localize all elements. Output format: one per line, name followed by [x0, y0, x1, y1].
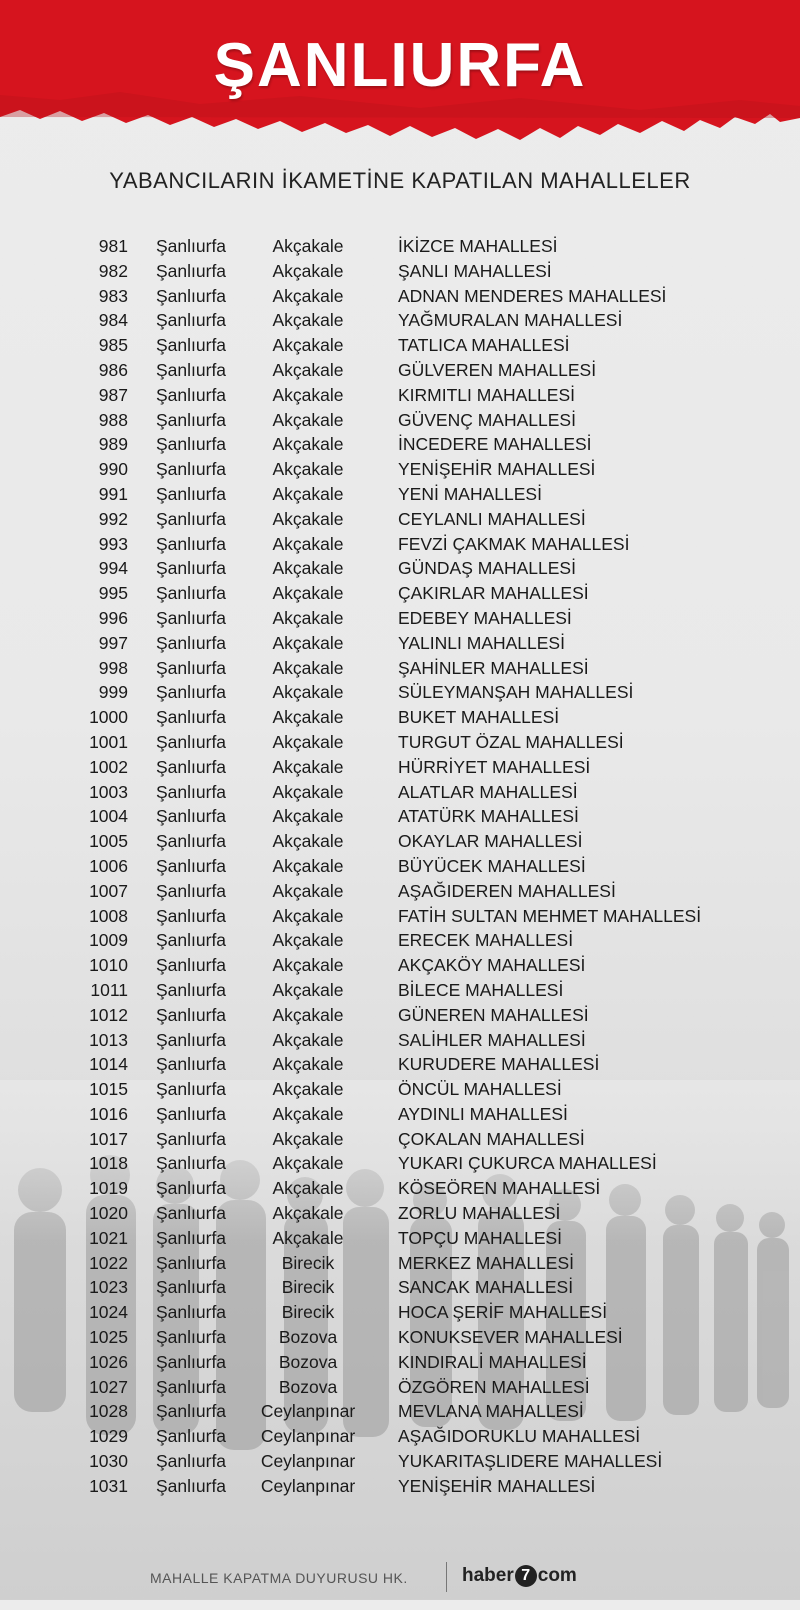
row-number: 1030 — [89, 1451, 128, 1472]
row-neighborhood: EDEBEY MAHALLESİ — [398, 607, 572, 628]
row-city: Şanlıurfa — [156, 1054, 227, 1075]
table-row — [0, 1474, 800, 1499]
table-row — [0, 780, 800, 805]
row-city: Şanlıurfa — [156, 855, 227, 876]
row-district: Akçakale — [272, 310, 344, 331]
row-number: 1010 — [89, 955, 128, 976]
row-district: Akçakale — [272, 731, 344, 752]
row-number: 1016 — [89, 1103, 128, 1124]
row-neighborhood: ŞANLI MAHALLESİ — [398, 260, 552, 281]
row-neighborhood: GÜVENÇ MAHALLESİ — [398, 409, 576, 430]
table-row — [0, 680, 800, 705]
row-neighborhood: ÇAKIRLAR MAHALLESİ — [398, 583, 589, 604]
table-row — [0, 755, 800, 780]
row-district: Akçakale — [272, 1227, 344, 1248]
row-city: Şanlıurfa — [156, 1178, 227, 1199]
row-district: Akçakale — [272, 1004, 344, 1025]
row-district: Ceylanpınar — [260, 1426, 356, 1447]
row-district: Akçakale — [272, 930, 344, 951]
row-neighborhood: YENİŞEHİR MAHALLESİ — [398, 1475, 596, 1496]
table-row — [0, 904, 800, 929]
row-district: Akçakale — [272, 359, 344, 380]
row-number: 1024 — [89, 1302, 128, 1323]
row-neighborhood: AYDINLI MAHALLESİ — [398, 1103, 568, 1124]
row-number: 997 — [98, 632, 128, 653]
row-district: Akçakale — [272, 236, 344, 256]
row-number: 981 — [98, 236, 128, 256]
row-city: Şanlıurfa — [156, 1376, 227, 1397]
row-district: Akçakale — [272, 806, 344, 827]
row-number: 1025 — [89, 1327, 128, 1348]
row-neighborhood: MEVLANA MAHALLESİ — [398, 1401, 584, 1422]
row-district: Bozova — [278, 1351, 338, 1372]
row-district: Ceylanpınar — [260, 1475, 356, 1496]
table-row — [0, 358, 800, 383]
row-city: Şanlıurfa — [156, 707, 227, 728]
row-number: 993 — [98, 533, 128, 554]
table-row — [0, 482, 800, 507]
row-number: 989 — [98, 434, 128, 455]
table-row — [0, 1176, 800, 1201]
row-number: 1011 — [90, 979, 128, 1000]
row-number: 1023 — [89, 1277, 128, 1298]
table-row — [0, 730, 800, 755]
row-neighborhood: ALATLAR MAHALLESİ — [398, 781, 578, 802]
table-row — [0, 978, 800, 1003]
row-district: Akçakale — [272, 558, 344, 579]
page-title: ŞANLIURFA — [213, 31, 587, 100]
table-row — [0, 457, 800, 482]
row-city: Şanlıurfa — [156, 657, 227, 678]
table-row — [0, 705, 800, 730]
logo-badge: 7 — [515, 1565, 537, 1587]
row-number: 1018 — [89, 1153, 128, 1174]
row-district: Akçakale — [272, 1029, 344, 1050]
row-district: Akçakale — [272, 955, 344, 976]
row-city: Şanlıurfa — [156, 682, 227, 703]
row-city: Şanlıurfa — [156, 731, 227, 752]
row-number: 994 — [98, 558, 128, 579]
row-neighborhood: ADNAN MENDERES MAHALLESİ — [398, 285, 667, 306]
row-neighborhood: YENİŞEHİR MAHALLESİ — [398, 459, 596, 480]
row-number: 984 — [98, 310, 128, 331]
row-number: 1009 — [89, 930, 128, 951]
row-district: Akçakale — [272, 583, 344, 604]
row-number: 985 — [98, 335, 128, 356]
footer — [0, 1565, 800, 1610]
row-city: Şanlıurfa — [156, 1327, 227, 1348]
footer-divider — [446, 1562, 447, 1592]
row-number: 1014 — [89, 1054, 128, 1075]
row-number: 1005 — [89, 831, 128, 852]
row-number: 991 — [98, 483, 128, 504]
row-city: Şanlıurfa — [156, 1227, 227, 1248]
row-number: 1015 — [89, 1079, 128, 1100]
row-number: 982 — [98, 260, 128, 281]
row-district: Akçakale — [272, 1153, 344, 1174]
row-neighborhood: AŞAĞIDEREN MAHALLESİ — [398, 880, 616, 901]
table-row — [0, 1028, 800, 1053]
row-neighborhood: YAĞMURALAN MAHALLESİ — [398, 310, 623, 331]
row-number: 1002 — [89, 756, 128, 777]
row-number: 999 — [98, 682, 128, 703]
row-number: 1007 — [89, 880, 128, 901]
row-city: Şanlıurfa — [156, 483, 227, 504]
table-row — [0, 1052, 800, 1077]
row-city: Şanlıurfa — [156, 806, 227, 827]
row-neighborhood: ZORLU MAHALLESİ — [398, 1203, 561, 1224]
row-number: 1027 — [89, 1376, 128, 1397]
table-row — [0, 383, 800, 408]
row-neighborhood: YENİ MAHALLESİ — [398, 483, 542, 504]
row-neighborhood: GÜLVEREN MAHALLESİ — [398, 359, 597, 380]
row-district: Akçakale — [272, 756, 344, 777]
table-row — [0, 532, 800, 557]
row-city: Şanlıurfa — [156, 880, 227, 901]
table-row — [0, 284, 800, 309]
row-neighborhood: HÜRRİYET MAHALLESİ — [398, 756, 591, 777]
table-row — [0, 1226, 800, 1251]
table-row — [0, 308, 800, 333]
row-district: Birecik — [281, 1252, 335, 1273]
row-district: Akçakale — [272, 657, 344, 678]
row-city: Şanlıurfa — [156, 1103, 227, 1124]
row-number: 1006 — [89, 855, 128, 876]
table-row — [0, 953, 800, 978]
row-neighborhood: ATATÜRK MAHALLESİ — [398, 806, 579, 827]
page-subtitle: YABANCILARIN İKAMETİNE KAPATILAN MAHALLELER — [109, 168, 691, 193]
row-neighborhood: MERKEZ MAHALLESİ — [398, 1252, 575, 1273]
row-neighborhood: İNCEDERE MAHALLESİ — [398, 434, 592, 455]
table-row — [0, 606, 800, 631]
row-district: Akçakale — [272, 459, 344, 480]
row-district: Birecik — [281, 1277, 335, 1298]
table-row — [0, 1300, 800, 1325]
table-row — [0, 333, 800, 358]
table-row — [0, 1449, 800, 1474]
table-row — [0, 1275, 800, 1300]
row-city: Şanlıurfa — [156, 533, 227, 554]
haber7-logo — [462, 1565, 577, 1587]
row-district: Akçakale — [272, 1054, 344, 1075]
table-row — [0, 1424, 800, 1449]
row-city: Şanlıurfa — [156, 434, 227, 455]
row-neighborhood: ÖZGÖREN MAHALLESİ — [398, 1376, 590, 1397]
row-district: Akçakale — [272, 384, 344, 405]
row-number: 1020 — [89, 1203, 128, 1224]
row-neighborhood: AKÇAKÖY MAHALLESİ — [398, 955, 586, 976]
row-number: 990 — [98, 459, 128, 480]
table-row — [0, 1201, 800, 1226]
table-row — [0, 259, 800, 284]
row-district: Akçakale — [272, 335, 344, 356]
row-city: Şanlıurfa — [156, 409, 227, 430]
table-row — [0, 656, 800, 681]
table-row — [0, 879, 800, 904]
table-row — [0, 829, 800, 854]
table-row — [0, 234, 800, 259]
row-number: 986 — [98, 359, 128, 380]
row-neighborhood: TATLICA MAHALLESİ — [398, 335, 570, 356]
row-neighborhood: TURGUT ÖZAL MAHALLESİ — [398, 731, 624, 752]
row-city: Şanlıurfa — [156, 335, 227, 356]
row-district: Akçakale — [272, 260, 344, 281]
row-district: Akçakale — [272, 632, 344, 653]
row-district: Ceylanpınar — [260, 1401, 356, 1422]
row-district: Akçakale — [272, 905, 344, 926]
row-city: Şanlıurfa — [156, 1277, 227, 1298]
table-row — [0, 1077, 800, 1102]
row-neighborhood: HOCA ŞERİF MAHALLESİ — [398, 1302, 608, 1323]
logo-suffix: com — [537, 1565, 577, 1586]
row-neighborhood: AŞAĞIDORUKLU MAHALLESİ — [398, 1426, 641, 1447]
row-neighborhood: GÜNDAŞ MAHALLESİ — [398, 558, 576, 579]
row-district: Akçakale — [272, 409, 344, 430]
table-row — [0, 1127, 800, 1152]
row-city: Şanlıurfa — [156, 930, 227, 951]
row-city: Şanlıurfa — [156, 1426, 227, 1447]
row-city: Şanlıurfa — [156, 236, 227, 256]
row-neighborhood: FEVZİ ÇAKMAK MAHALLESİ — [398, 533, 630, 554]
table-row — [0, 581, 800, 606]
row-district: Akçakale — [272, 434, 344, 455]
row-neighborhood: YUKARI ÇUKURCA MAHALLESİ — [398, 1153, 657, 1174]
row-city: Şanlıurfa — [156, 558, 227, 579]
table-row — [0, 556, 800, 581]
row-district: Akçakale — [272, 533, 344, 554]
row-neighborhood: CEYLANLI MAHALLESİ — [398, 508, 586, 529]
row-neighborhood: TOPÇU MAHALLESİ — [398, 1227, 563, 1248]
row-number: 1004 — [89, 806, 128, 827]
row-neighborhood: SALİHLER MAHALLESİ — [398, 1029, 586, 1050]
row-neighborhood: ÇOKALAN MAHALLESİ — [398, 1128, 585, 1149]
row-number: 1031 — [89, 1475, 128, 1496]
row-neighborhood: YALINLI MAHALLESİ — [398, 632, 565, 653]
row-district: Akçakale — [272, 979, 344, 1000]
row-neighborhood: YUKARITAŞLIDERE MAHALLESİ — [398, 1451, 663, 1472]
neighborhood-list — [0, 234, 800, 1499]
row-neighborhood: KONUKSEVER MAHALLESİ — [398, 1327, 623, 1348]
row-neighborhood: ERECEK MAHALLESİ — [398, 930, 574, 951]
row-city: Şanlıurfa — [156, 1004, 227, 1025]
row-district: Akçakale — [272, 831, 344, 852]
row-city: Şanlıurfa — [156, 1302, 227, 1323]
row-district: Birecik — [281, 1302, 335, 1323]
footer-caption: MAHALLE KAPATMA DUYURUSU HK. — [150, 1570, 408, 1586]
row-neighborhood: ŞAHİNLER MAHALLESİ — [398, 657, 589, 678]
row-number: 983 — [98, 285, 128, 306]
row-city: Şanlıurfa — [156, 1029, 227, 1050]
row-district: Akçakale — [272, 781, 344, 802]
row-district: Akçakale — [272, 1178, 344, 1199]
table-row — [0, 1325, 800, 1350]
row-neighborhood: BİLECE MAHALLESİ — [398, 979, 564, 1000]
row-neighborhood: ÖNCÜL MAHALLESİ — [398, 1079, 562, 1100]
row-city: Şanlıurfa — [156, 1475, 227, 1496]
row-number: 1028 — [89, 1401, 128, 1422]
table-row — [0, 408, 800, 433]
row-number: 1008 — [89, 905, 128, 926]
table-row — [0, 1375, 800, 1400]
row-city: Şanlıurfa — [156, 1153, 227, 1174]
row-city: Şanlıurfa — [156, 583, 227, 604]
row-city: Şanlıurfa — [156, 1401, 227, 1422]
row-number: 1022 — [89, 1252, 128, 1273]
row-number: 1012 — [89, 1004, 128, 1025]
row-district: Bozova — [278, 1327, 338, 1348]
row-district: Akçakale — [272, 1203, 344, 1224]
table-row — [0, 804, 800, 829]
row-city: Şanlıurfa — [156, 384, 227, 405]
table-row — [0, 1350, 800, 1375]
row-city: Şanlıurfa — [156, 1203, 227, 1224]
table-row — [0, 928, 800, 953]
row-city: Şanlıurfa — [156, 831, 227, 852]
table-row — [0, 1399, 800, 1424]
row-neighborhood: FATİH SULTAN MEHMET MAHALLESİ — [398, 905, 702, 926]
row-neighborhood: BÜYÜCEK MAHALLESİ — [398, 855, 586, 876]
row-neighborhood: KURUDERE MAHALLESİ — [398, 1054, 600, 1075]
table-row — [0, 1251, 800, 1276]
row-city: Şanlıurfa — [156, 508, 227, 529]
row-city: Şanlıurfa — [156, 781, 227, 802]
row-district: Akçakale — [272, 1128, 344, 1149]
row-number: 996 — [98, 607, 128, 628]
row-district: Ceylanpınar — [260, 1451, 356, 1472]
row-number: 992 — [98, 508, 128, 529]
logo-prefix: haber — [462, 1565, 514, 1586]
row-number: 1019 — [89, 1178, 128, 1199]
row-city: Şanlıurfa — [156, 979, 227, 1000]
row-neighborhood: OKAYLAR MAHALLESİ — [398, 831, 583, 852]
row-number: 995 — [98, 583, 128, 604]
row-city: Şanlıurfa — [156, 260, 227, 281]
row-number: 988 — [98, 409, 128, 430]
row-city: Şanlıurfa — [156, 1128, 227, 1149]
table-row — [0, 854, 800, 879]
row-district: Akçakale — [272, 508, 344, 529]
row-district: Akçakale — [272, 607, 344, 628]
row-number: 1021 — [89, 1227, 128, 1248]
table-row — [0, 1003, 800, 1028]
row-city: Şanlıurfa — [156, 632, 227, 653]
row-number: 1003 — [89, 781, 128, 802]
row-neighborhood: İKİZCE MAHALLESİ — [398, 236, 558, 256]
row-number: 1013 — [89, 1029, 128, 1050]
row-city: Şanlıurfa — [156, 607, 227, 628]
row-city: Şanlıurfa — [156, 756, 227, 777]
row-city: Şanlıurfa — [156, 1252, 227, 1273]
row-city: Şanlıurfa — [156, 359, 227, 380]
table-row — [0, 1151, 800, 1176]
row-city: Şanlıurfa — [156, 310, 227, 331]
row-number: 1001 — [89, 731, 128, 752]
row-city: Şanlıurfa — [156, 955, 227, 976]
row-number: 1029 — [89, 1426, 128, 1447]
row-neighborhood: KÖSEÖREN MAHALLESİ — [398, 1178, 601, 1199]
row-number: 987 — [98, 384, 128, 405]
table-row — [0, 432, 800, 457]
row-city: Şanlıurfa — [156, 459, 227, 480]
row-city: Şanlıurfa — [156, 1079, 227, 1100]
row-neighborhood: KINDIRALİ MAHALLESİ — [398, 1351, 587, 1372]
row-city: Şanlıurfa — [156, 1451, 227, 1472]
row-neighborhood: BUKET MAHALLESİ — [398, 707, 560, 728]
row-district: Akçakale — [272, 855, 344, 876]
row-neighborhood: SANCAK MAHALLESİ — [398, 1277, 574, 1298]
row-city: Şanlıurfa — [156, 285, 227, 306]
row-district: Akçakale — [272, 285, 344, 306]
row-district: Akçakale — [272, 483, 344, 504]
row-number: 1026 — [89, 1351, 128, 1372]
row-district: Akçakale — [272, 1079, 344, 1100]
table-row — [0, 1102, 800, 1127]
row-number: 1000 — [89, 707, 128, 728]
row-district: Akçakale — [272, 682, 344, 703]
table-row — [0, 631, 800, 656]
table-row — [0, 507, 800, 532]
row-city: Şanlıurfa — [156, 905, 227, 926]
row-district: Akçakale — [272, 707, 344, 728]
row-neighborhood: GÜNEREN MAHALLESİ — [398, 1004, 589, 1025]
row-district: Akçakale — [272, 880, 344, 901]
row-number: 1017 — [89, 1128, 128, 1149]
row-district: Bozova — [278, 1376, 338, 1397]
row-city: Şanlıurfa — [156, 1351, 227, 1372]
row-neighborhood: KIRMITLI MAHALLESİ — [398, 384, 575, 405]
row-neighborhood: SÜLEYMANŞAH MAHALLESİ — [398, 682, 634, 703]
row-number: 998 — [98, 657, 128, 678]
row-district: Akçakale — [272, 1103, 344, 1124]
